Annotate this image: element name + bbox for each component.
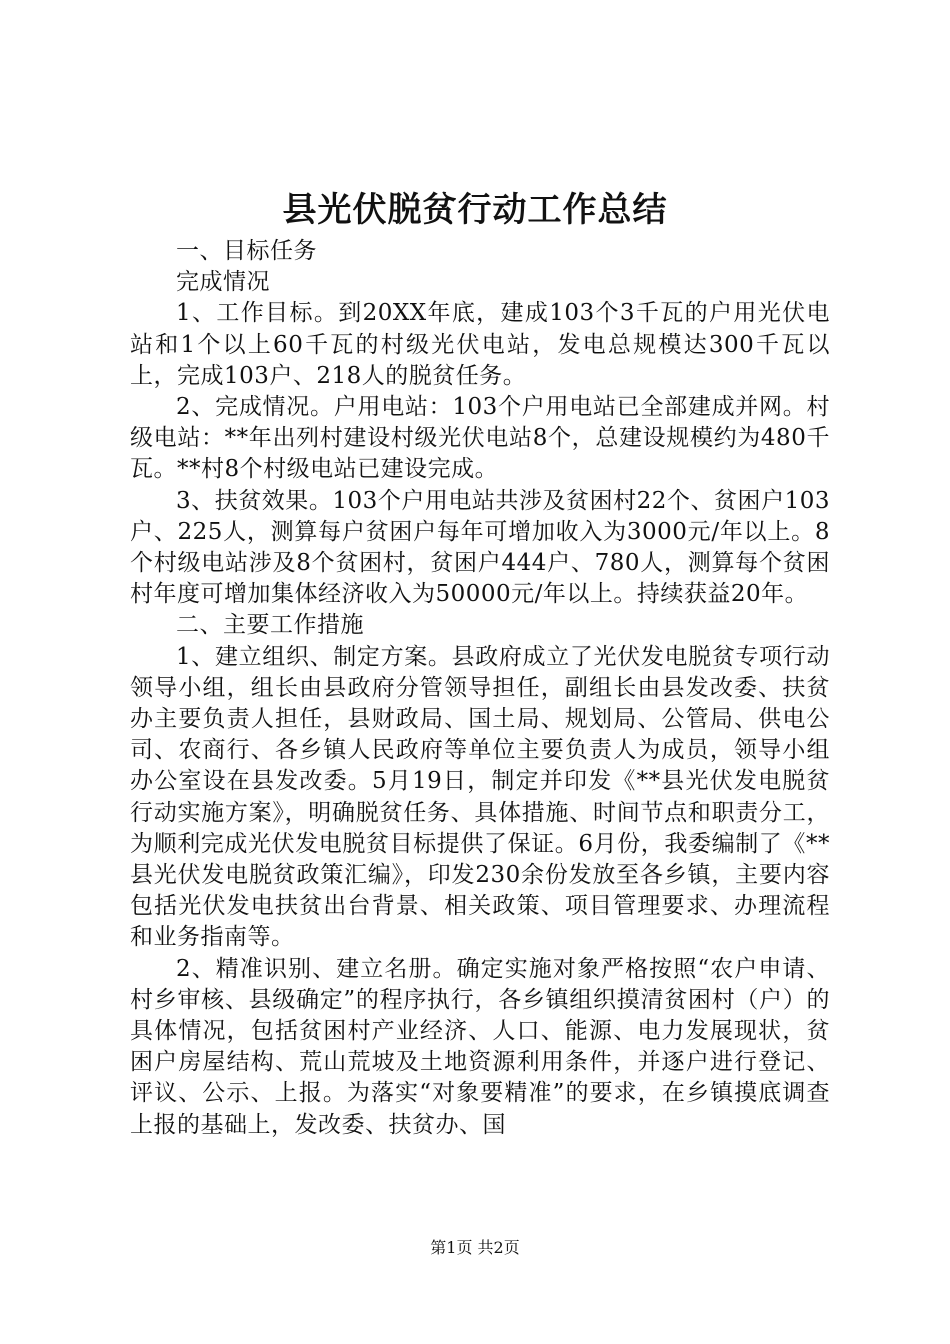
paragraph-organization: 1、建立组织、制定方案。县政府成立了光伏发电脱贫专项行动领导小组，组长由县政府分管领导担任，副组长由县发改委、扶贫办主要负责人担任，县财政局、国土局、规划局、公管局、供电公司、农商行、各乡镇人民政府等单位主要负责人为成员，领导小组办公室设在县发改委。5月19日，制定并印发《**县光伏发电脱贫行动实施方案》，明确脱贫任务、具体措施、时间节点和职责分工，为顺利完成光伏发电脱贫目标提供了保证。6月份，我委编制了《**县光伏发电脱贫政策汇编》，印发230余份发放至各乡镇，主要内容包括光伏发电扶贫出台背景、相关政策、项目管理要求、办理流程和业务指南等。 xyxy=(130,643,830,951)
paragraph-completion-status: 2、完成情况。户用电站：103个户用电站已全部建成并网。村级电站：**年出列村建设村级光伏电站8个，总建设规模约为480千瓦。**村8个村级电站已建设完成。 xyxy=(130,394,830,483)
document-body xyxy=(130,236,830,1141)
paragraph-work-goal: 1、工作目标。到20XX年底，建成103个3千瓦的户用光伏电站和1个以上60千瓦的村级光伏电站，发电总规模达300千瓦以上，完成103户、218人的脱贫任务。 xyxy=(130,300,830,389)
page-footer: 第1页 共2页 xyxy=(430,1238,520,1257)
section-heading-goals: 一、目标任务 xyxy=(176,238,317,264)
document-title: 县光伏脱贫行动工作总结 xyxy=(282,190,668,230)
paragraph-identification: 2、精准识别、建立名册。确定实施对象严格按照“农户申请、村乡审核、县级确定”的程序执行，各乡镇组织摸清贫困村（户）的具体情况，包括贫困村产业经济、人口、能源、电力发展现状，贫困户房屋结构、荒山荒坡及土地资源利用条件，并逐户进行登记、评议、公示、上报。为落实“对象要精准”的要求，在乡镇摸底调查上报的基础上，发改委、扶贫办、国 xyxy=(130,955,830,1138)
subheading-completion: 完成情况 xyxy=(176,269,270,296)
paragraph-poverty-effect: 3、扶贫效果。103个户用电站共涉及贫困村22个、贫困户103户、225人，测算每户贫困户每年可增加收入为3000元/年以上。8个村级电站涉及8个贫困村，贫困户444户、780人，测算每个贫困村年度可增加集体经济收入为50000元/年以上。持续获益20年。 xyxy=(130,487,830,608)
section-heading-measures: 二、主要工作措施 xyxy=(176,612,364,639)
